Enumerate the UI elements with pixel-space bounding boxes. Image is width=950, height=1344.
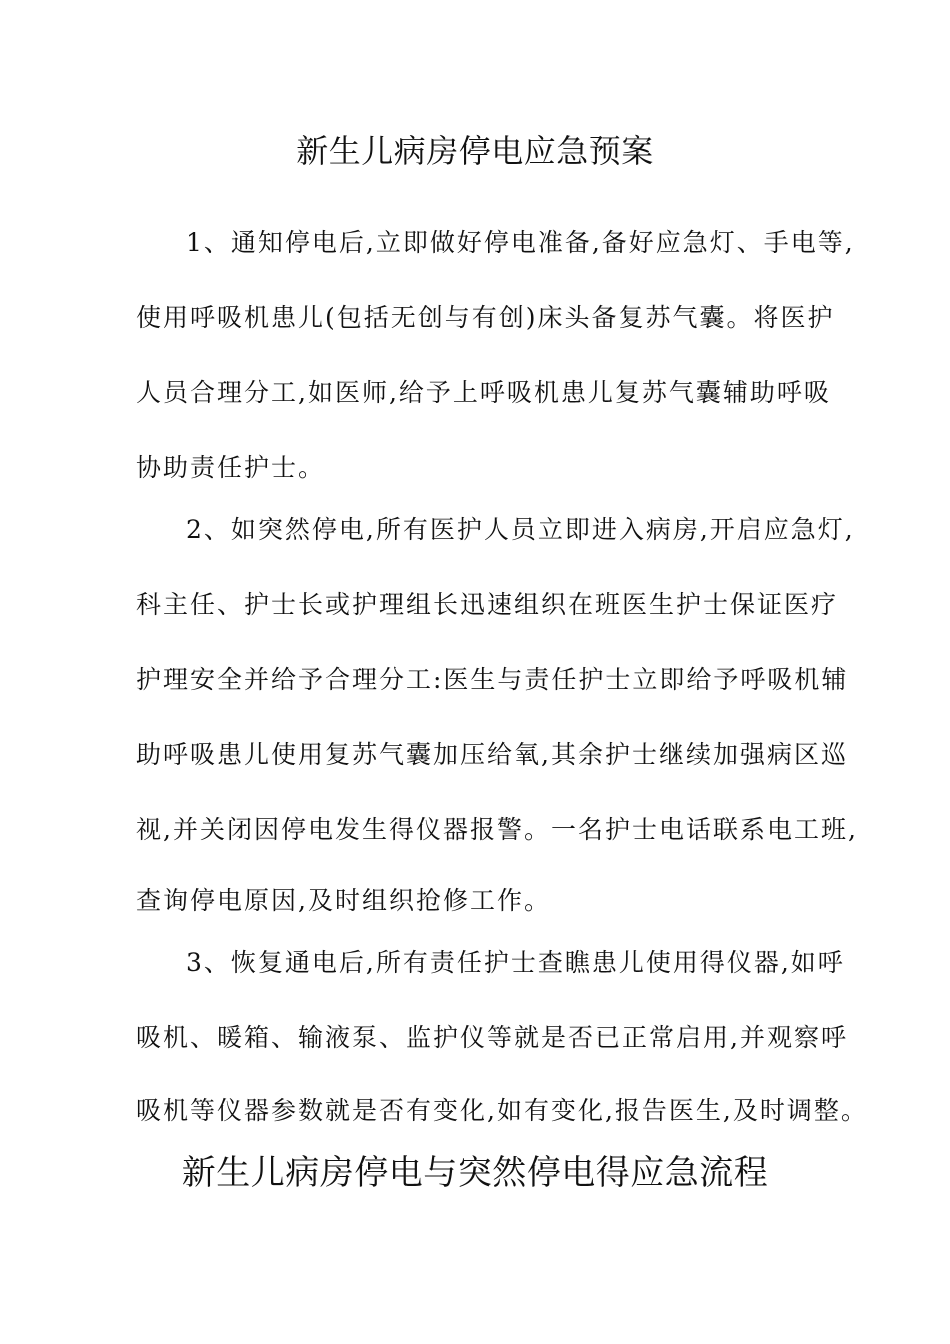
paragraph-1-line-1: 1、通知停电后,立即做好停电准备,备好应急灯、手电等, xyxy=(186,228,855,257)
paragraph-2-line-5: 视,并关闭因停电发生得仪器报警。一名护士电话联系电工班, xyxy=(136,815,858,844)
paragraph-2-line-3: 护理安全并给予合理分工:医生与责任护士立即给予呼吸机辅 xyxy=(136,665,849,694)
paragraph-3-line-1: 3、恢复通电后,所有责任护士查瞧患儿使用得仪器,如呼 xyxy=(186,948,845,977)
paragraph-1-line-3: 人员合理分工,如医师,给予上呼吸机患儿复苏气囊辅助呼吸 xyxy=(136,378,831,407)
paragraph-1-line-4: 协助责任护士。 xyxy=(136,453,326,482)
paragraph-3-line-2: 吸机、暖箱、输液泵、监护仪等就是否已正常启用,并观察呼 xyxy=(136,1023,848,1052)
paragraph-2-line-1: 2、如突然停电,所有医护人员立即进入病房,开启应急灯, xyxy=(186,515,855,544)
paragraph-3-line-3: 吸机等仪器参数就是否有变化,如有变化,报告医生,及时调整。 xyxy=(136,1096,868,1125)
paragraph-2-line-6: 查询停电原因,及时组织抢修工作。 xyxy=(136,886,551,915)
paragraph-2-line-4: 助呼吸患儿使用复苏气囊加压给氧,其余护士继续加强病区巡 xyxy=(136,740,848,769)
paragraph-2-line-2: 科主任、护士长或护理组长迅速组织在班医生护士保证医疗 xyxy=(136,590,839,619)
page-title: 新生儿病房停电应急预案 xyxy=(296,132,654,170)
section-title: 新生儿病房停电与突然停电得应急流程 xyxy=(181,1153,769,1193)
paragraph-1-line-2: 使用呼吸机患儿(包括无创与有创)床头备复苏气囊。将医护 xyxy=(136,303,835,332)
